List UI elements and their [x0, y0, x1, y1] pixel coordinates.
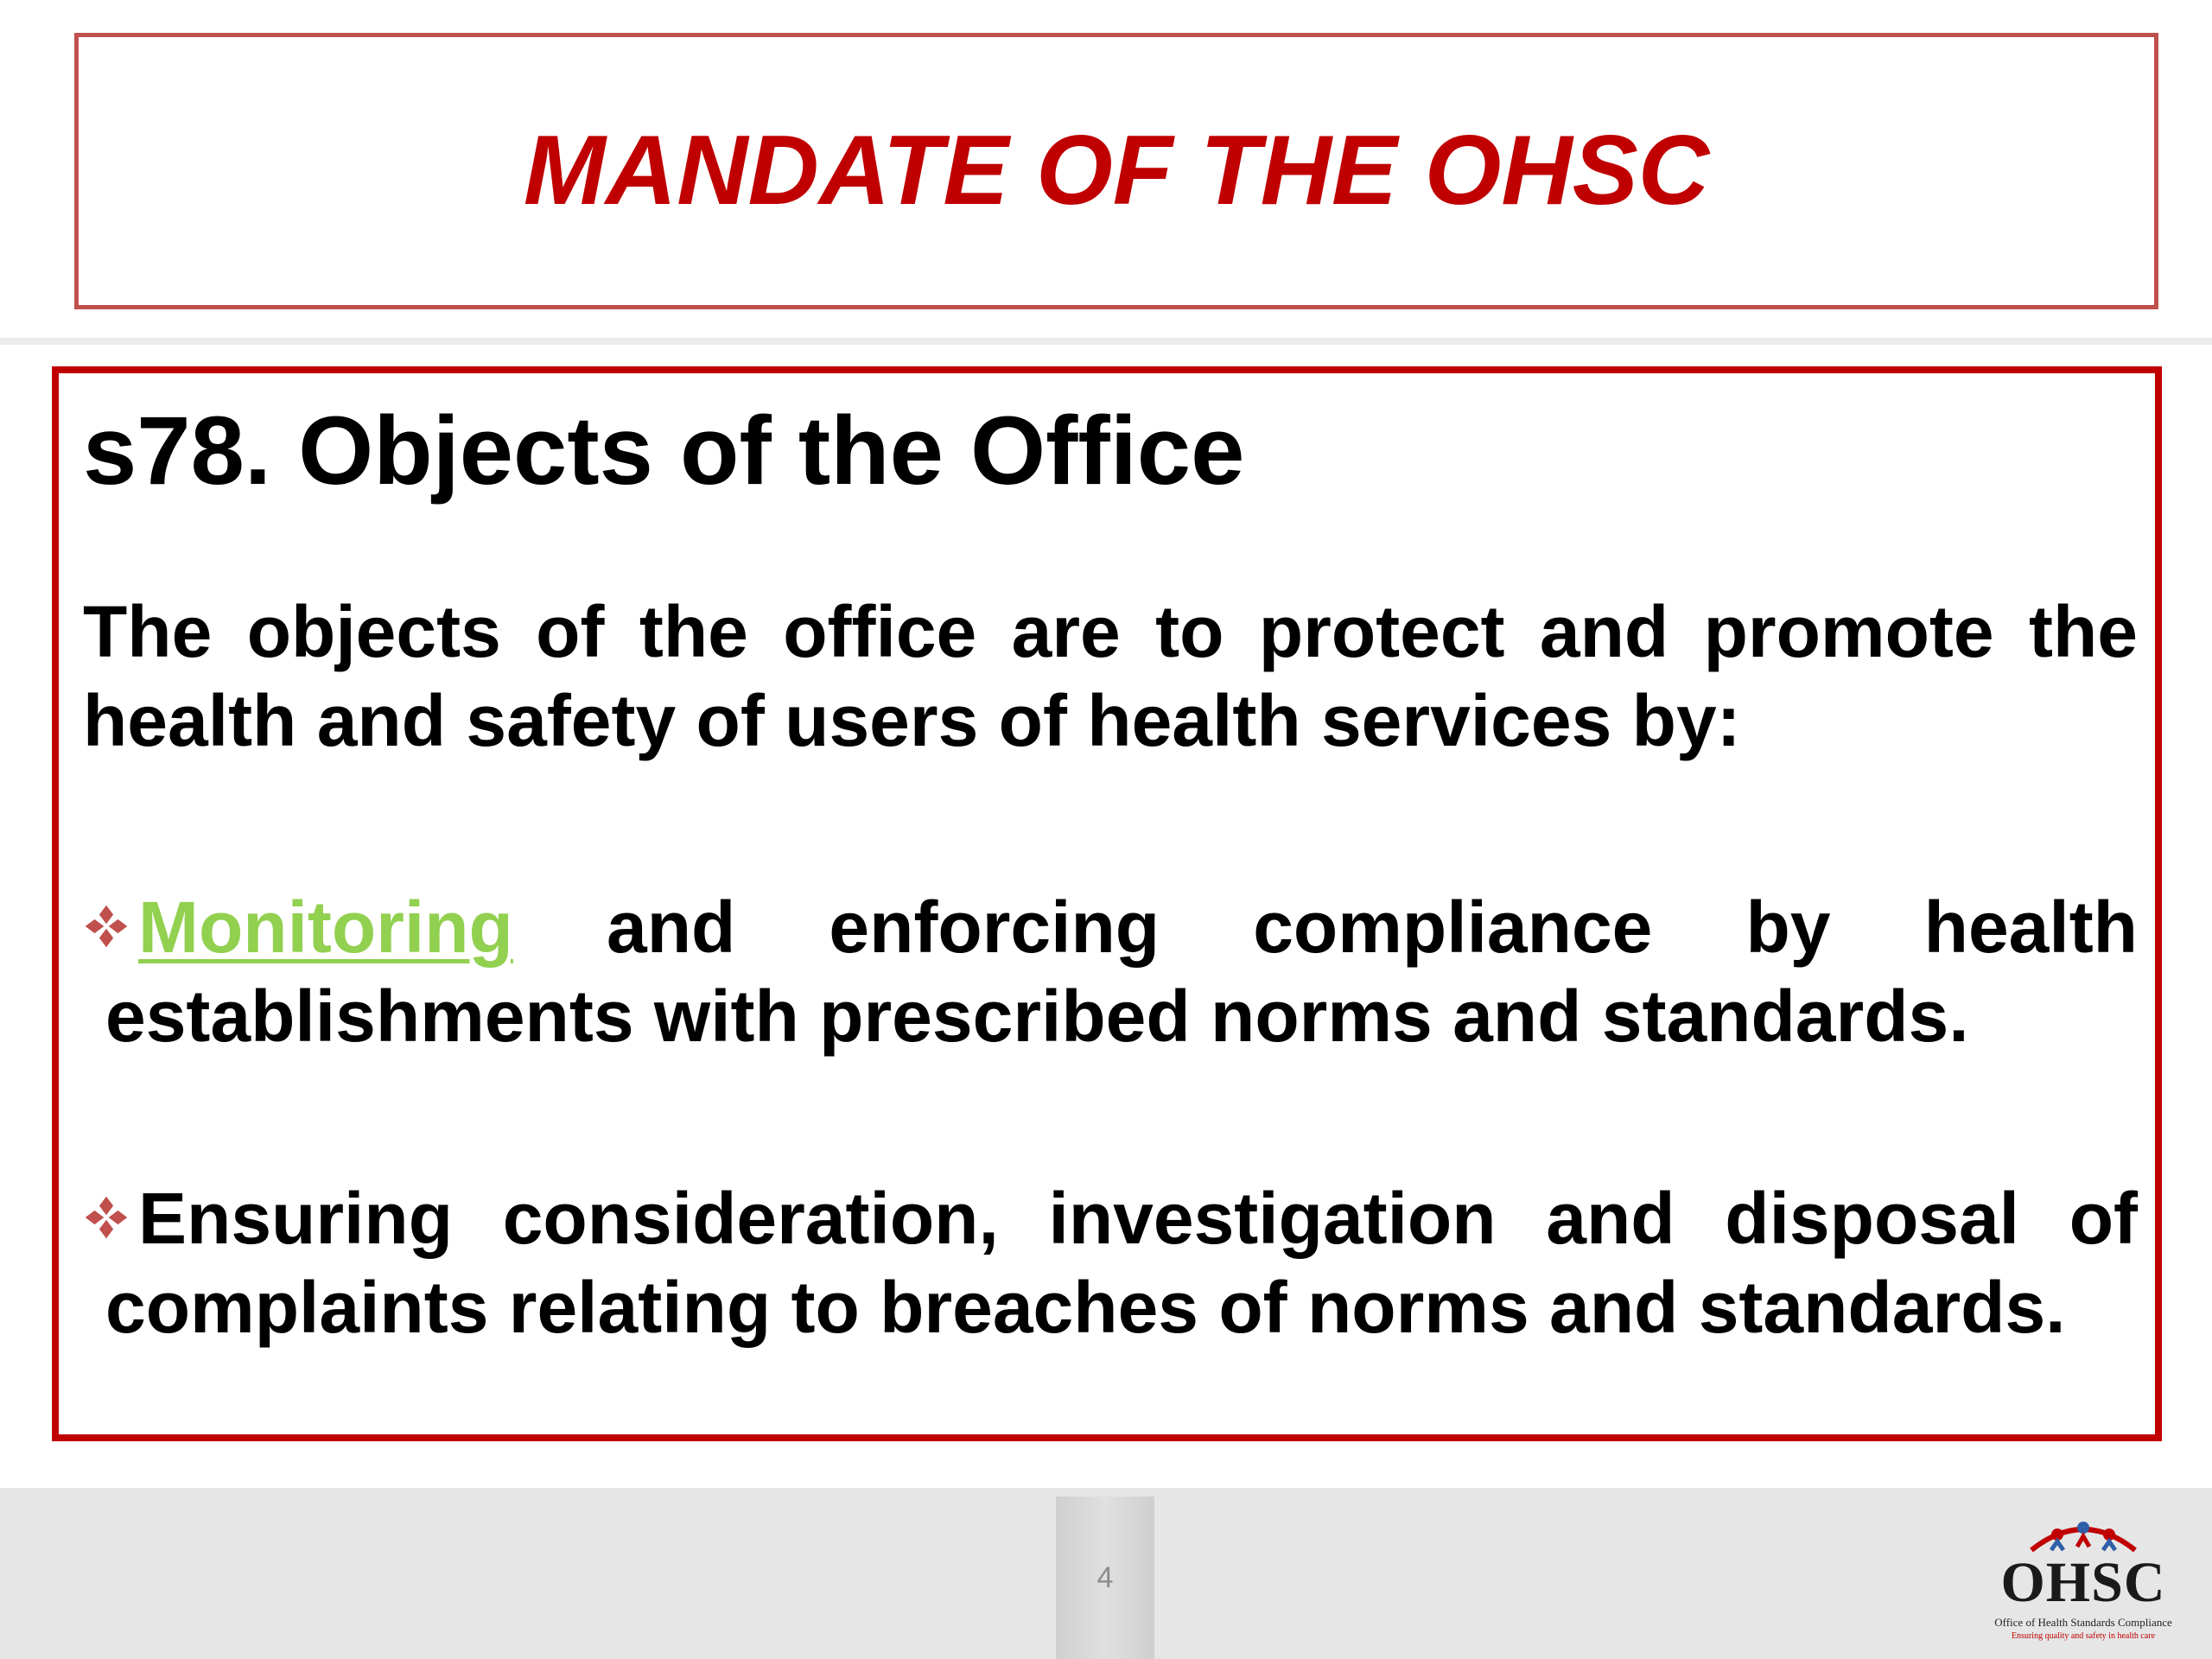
content-box	[52, 366, 2162, 1441]
bullet-text: and enforcing compliance by health establishments with prescribed norms and standards.	[105, 887, 2138, 1057]
diamond-bullet-icon	[83, 1194, 130, 1241]
slide-title: MANDATE OF THE OHSC	[523, 115, 1710, 226]
diamond-bullet-icon	[83, 903, 130, 950]
bullet-item-complaints	[83, 1174, 2138, 1352]
title-box	[74, 33, 2158, 309]
logo-subtitle: Office of Health Standards Compliance	[1994, 1616, 2172, 1629]
bullet-item-monitoring	[83, 883, 2138, 1061]
intro-paragraph: The objects of the office are to protect and promote the health and safety of users of health services by:	[83, 591, 2138, 761]
ohsc-logo	[1967, 1509, 2200, 1656]
bullet-text: Ensuring consideration, investigation and disposal of complaints relating to breaches of norms and standards.	[105, 1178, 2138, 1348]
page-number-tab	[1056, 1497, 1154, 1659]
footer	[0, 1488, 2212, 1659]
divider	[0, 338, 2212, 345]
logo-name: OHSC	[2000, 1551, 2166, 1614]
logo-tagline: Ensuring quality and safety in health care	[2011, 1631, 2156, 1641]
section-heading: s78. Objects of the Office	[83, 397, 1245, 505]
page-number: 4	[1096, 1560, 1114, 1594]
monitoring-link[interactable]: Monitoring	[138, 887, 513, 968]
